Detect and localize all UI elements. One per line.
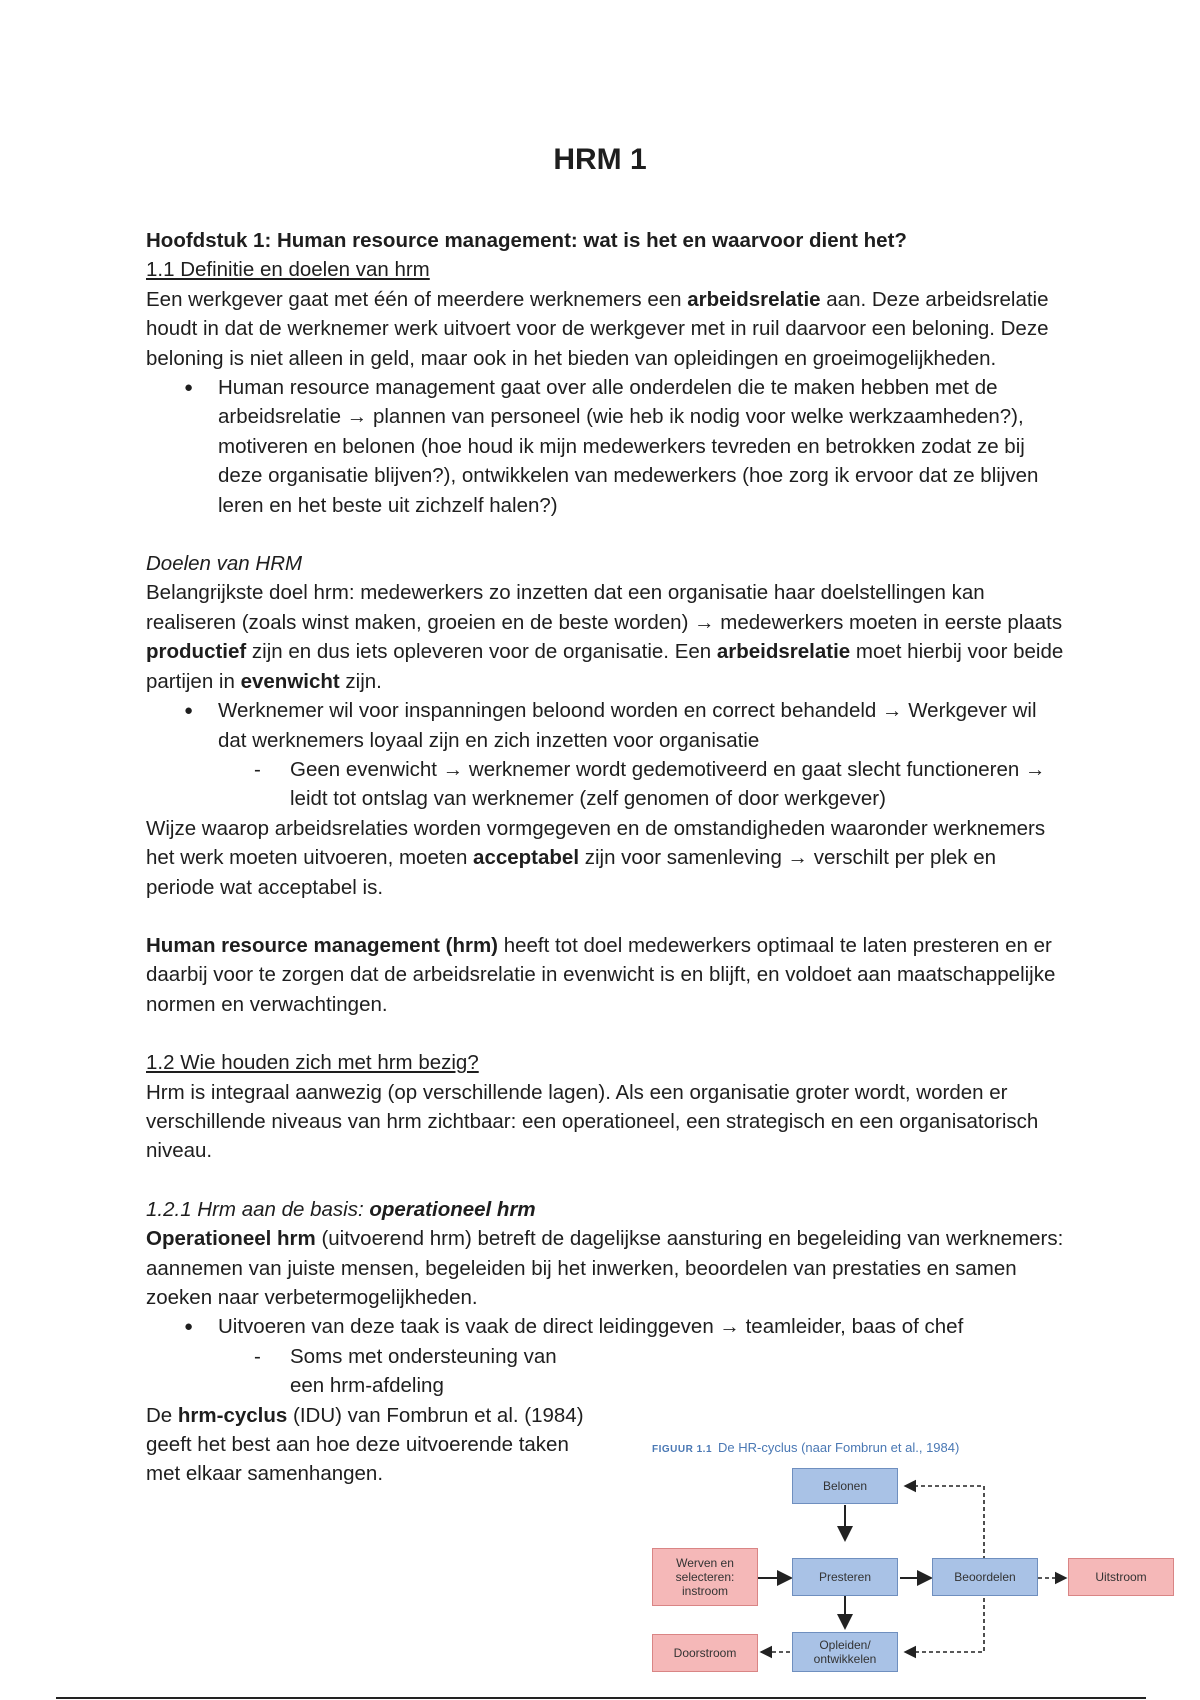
box-presteren: Presteren [792,1558,898,1596]
hr-cycle-figure [650,1438,1190,1678]
paragraph-hrm-cyclus: De hrm-cyclus (IDU) van Fombrun et al. (1984) geeft het best aan hoe deze uitvoerende taken met elkaar samenhangen. [146,1403,584,1486]
box-doorstroom: Doorstroom [652,1634,758,1672]
paragraph-arbeidsrelatie: Een werkgever gaat met één of meerdere werknemers een arbeidsrelatie aan. Deze arbeidsrelatie houdt in dat de werknemer werk uitvoert voor de werkgever met in ruil daarvoor een beloning. Deze beloning is niet alleen in geld, maar ook in het bieden van opleidingen en groeimogelijkheden. [146,287,1049,370]
box-werven-instroom: Werven en selecteren: instroom [652,1548,758,1606]
subheading-doelen: Doelen van HRM [146,552,303,576]
list-item: - Soms met ondersteuning van een hrm-afdeling [290,1342,590,1401]
paragraph-operationeel: Operationeel hrm (uitvoerend hrm) betreft de dagelijkse aansturing en begeleiding van werknemers: aannemen van juiste mensen, begeleiden bij het inwerken, beoordelen van prestaties en samen zoeken naar verbetermogelijkheden. [146,1227,1064,1309]
bullet-list [146,1312,1066,1400]
document-body [146,226,1066,1489]
list-item: ● Human resource management gaat over alle onderdelen die te maken hebben met de arbeidsrelatie → plannen van personeel (wie heb ik nodig voor welke werkzaamheden?), motiveren en belonen (hoe houd ik mijn medewerkers tevreden en betrokken zodat ze bij deze organisatie blijven?), ontwikkelen van medewerkers (hoe zorg ik ervoor dat ze blijven leren en het beste uit zichzelf halen?) [218,373,1066,520]
paragraph-niveaus: Hrm is integraal aanwezig (op verschillende lagen). Als een organisatie groter wordt, worden er verschillende niveaus van hrm zichtbaar: een operationeel, een strategisch en een organisatorisch niveau. [146,1080,1039,1163]
bullet-list [146,696,1066,814]
dash-list [218,755,1066,814]
section-heading-1-2: 1.2 Wie houden zich met hrm bezig? [146,1051,479,1075]
list-item: ● Uitvoeren van deze taak is vaak de direct leidinggeven → teamleider, baas of chef - Soms met ondersteuning van een hrm-afdeling [218,1312,1066,1400]
box-uitstroom: Uitstroom [1068,1558,1174,1596]
paragraph-definition: Human resource management (hrm) heeft tot doel medewerkers optimaal te laten presteren en er daarbij voor te zorgen dat de arbeidsrelatie in evenwicht is en blijft, en voldoet aan maatschappelijke normen en verwachtingen. [146,933,1056,1016]
paragraph-acceptabel: Wijze waarop arbeidsrelaties worden vormgegeven en de omstandigheden waaronder werknemers het werk moeten uitvoeren, moeten acceptabel zijn voor samenleving → verschilt per plek en periode wat acceptabel is. [146,816,1046,899]
arrow-beoordelen-belonen [905,1486,984,1560]
dash-list [218,1342,590,1401]
figure-caption: FIGUUR 1.1 De HR-cyclus (naar Fombrun et al., 1984) [652,1440,960,1455]
page-title: HRM 1 [553,143,647,176]
box-belonen: Belonen [792,1468,898,1504]
section-heading-1-1: 1.1 Definitie en doelen van hrm [146,258,430,282]
box-opleiden: Opleiden/ ontwikkelen [792,1632,898,1672]
bullet-list [146,373,1066,520]
list-item: ● Werknemer wil voor inspanningen beloond worden en correct behandeld → Werkgever wil dat werknemers loyaal zijn en zich inzetten voor organisatie - Geen evenwicht → werknemer wordt gedemotiveerd en gaat slecht functioneren → leidt tot ontslag van werknemer (zelf genomen of door werkgever) [218,696,1066,814]
page-bottom-rule [56,1697,1146,1699]
paragraph-doelen: Belangrijkste doel hrm: medewerkers zo inzetten dat een organisatie haar doelstellingen kan realiseren (zoals winst maken, groeien en de beste worden) → medewerkers moeten in eerste plaats productief zijn en dus iets opleveren voor de organisatie. Een arbeidsrelatie moet hierbij voor beide partijen in evenwicht zijn. [146,581,1064,693]
subheading-1-2-1: 1.2.1 Hrm aan de basis: operationeel hrm [146,1197,536,1221]
chapter-heading: Hoofdstuk 1: Human resource management: wat is het en waarvoor dient het? [146,229,907,252]
arrow-beoordelen-opleiden [905,1598,984,1652]
list-item: - Geen evenwicht → werknemer wordt gedemotiveerd en gaat slecht functioneren → leidt tot ontslag van werknemer (zelf genomen of door werkgever) [290,755,1066,814]
box-beoordelen: Beoordelen [932,1558,1038,1596]
